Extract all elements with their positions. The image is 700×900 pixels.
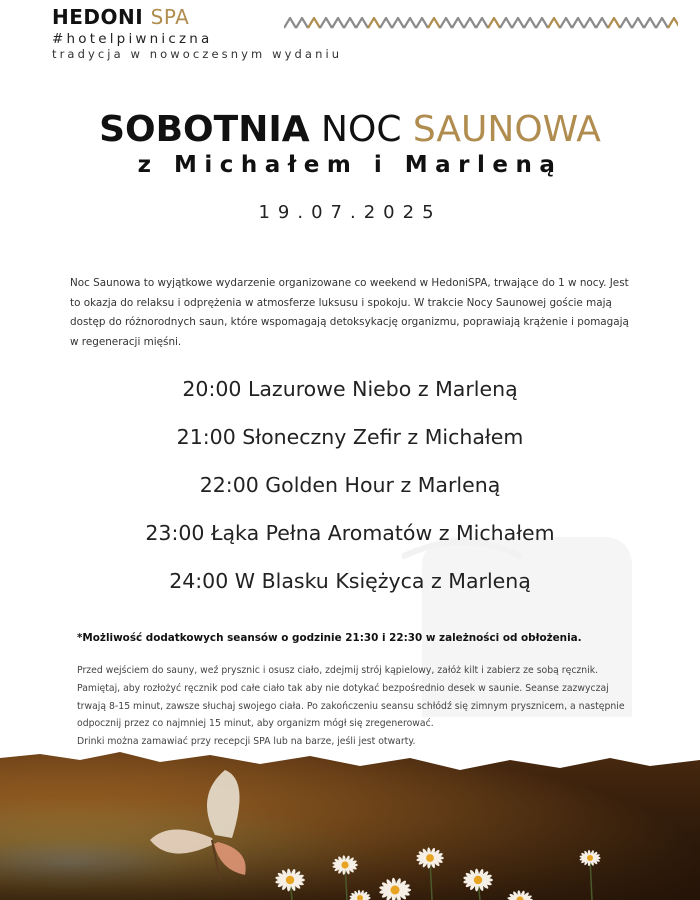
schedule-item: 20:00 Lazurowe Niebo z Marleną	[182, 377, 518, 401]
schedule-item: 23:00 Łąka Pełna Aromatów z Michałem	[145, 521, 555, 545]
rules-line: odpocznij przez co najmniej 15 minut, aby organizm mógł się zregenerować.	[77, 718, 434, 730]
sunset-meadow-image	[0, 740, 700, 900]
brand-slogan: tradycja w nowoczesnym wydaniu	[52, 47, 343, 61]
intro-paragraph: Noc Saunowa to wyjątkowe wydarzenie organizowane co weekend w HedoniSPA, trwające do 1 w nocy. Jest to okazja do relaksu i odprężenia w atmosferze luksusu i spokoju. W trakcie Nocy Saunowej goście mają dostęp do różnorodnych saun, które wspomagają detoksykację organizmu, poprawiają krążenie i pomagają w regeneracji mięśni.	[70, 277, 629, 348]
rules-line: trwają 8-15 minut, zawsze słuchaj swojego ciała. Po zakończeniu seansu schłódź się zimnym prysznicem, a następnie	[77, 700, 625, 712]
title-light: NOC	[321, 109, 402, 150]
schedule-item: 24:00 W Blasku Księżyca z Marleną	[169, 569, 531, 593]
brand-name	[52, 6, 212, 28]
schedule-list	[0, 371, 700, 611]
title-bold: SOBOTNIA	[99, 109, 310, 150]
extra-sessions-note: *Możliwość dodatkowych seansów o godzinie 21:30 i 22:30 w zależności od obłożenia.	[77, 632, 582, 644]
title-gold: SAUNOWA	[412, 109, 601, 150]
rules-line: Pamiętaj, aby rozłożyć ręcznik pod całe ciało tak aby nie dotykać bezpośrednio desek w saunie. Seanse zazwyczaj	[77, 682, 609, 694]
brand-logo	[52, 6, 212, 48]
rules-line: Drinki można zamawiać przy recepcji SPA lub na barze, jeśli jest otwarty.	[77, 736, 416, 748]
event-title	[0, 108, 700, 152]
brand-name-accent: SPA	[150, 5, 190, 29]
brand-name-bold: HEDONI	[52, 5, 144, 29]
decorative-pattern	[284, 17, 678, 29]
schedule-item: 22:00 Golden Hour z Marleną	[199, 473, 501, 497]
event-subtitle: z Michałem i Marleną	[137, 152, 563, 178]
rules-line: Przed wejściem do sauny, weź prysznic i osusz ciało, zdejmij strój kąpielowy, załóż kilt i zabierz ze sobą ręcznik.	[77, 665, 599, 676]
sauna-rules	[77, 662, 643, 751]
event-date: 19.07.2025	[258, 202, 442, 223]
brand-hashtag: #hotelpiwniczna	[52, 31, 213, 47]
schedule-item: 21:00 Słoneczny Zefir z Michałem	[176, 425, 524, 449]
